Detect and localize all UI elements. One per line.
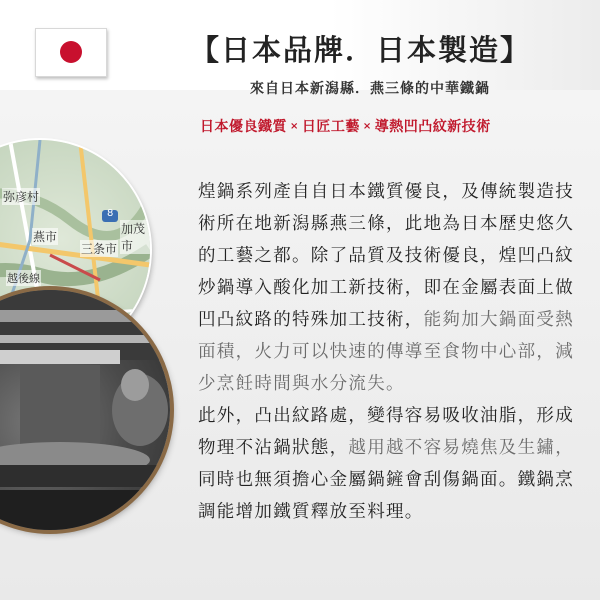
map-label-echigo-line: 越後線 xyxy=(7,272,40,285)
image-cluster xyxy=(0,140,190,450)
highlight-craftsmanship: 日匠工藝 xyxy=(301,119,360,135)
highlight-iron-quality: 日本優良鐵質 xyxy=(200,119,287,135)
highlight-separator: × xyxy=(362,121,372,132)
flag-sun xyxy=(60,41,82,63)
description-paragraph-2 xyxy=(198,400,574,528)
paragraph-2-end: 同時也無須擔心金屬鍋鏟會刮傷鍋面。鐵鍋烹調能增加鐵質釋放至料理。 xyxy=(198,470,574,522)
paragraph-1-highlight: 能夠加大鍋面受熱面積，火力可以快速的傳導至食物中心部，減少烹飪時間與水分流失。 xyxy=(198,310,575,394)
feature-highlights xyxy=(200,116,590,136)
map-label-yahiko: 弥彦村 xyxy=(3,190,40,204)
paragraph-2-highlight: 越用越不容易燒焦及生鏽， xyxy=(348,438,575,458)
description-text xyxy=(198,176,574,528)
highlight-separator: × xyxy=(290,121,299,132)
map-label-kamo: 加茂市 xyxy=(120,220,150,254)
map-label-route-8: 8 xyxy=(107,208,114,219)
paragraph-2-main: 此外，凸出紋路處，變得容易吸收油脂，形成物理不沾鍋狀態， xyxy=(198,406,574,458)
map-label-sanjo: 三条市 xyxy=(81,242,118,256)
map-label-tsubame: 燕市 xyxy=(33,230,58,244)
page-subtitle: 來自日本新潟縣．燕三條的中華鐵鍋 xyxy=(250,81,490,97)
factory-photo-graphic xyxy=(0,290,170,530)
highlight-heat-technology: 導熱凹凸紋新技術 xyxy=(374,119,491,135)
japan-flag-icon xyxy=(35,28,107,77)
page-title: 【日本品牌．日本製造】 xyxy=(190,33,532,67)
paragraph-1-main: 煌鍋系列產自自日本鐵質優良，及傳統製造技術所在地新潟縣燕三條，此地為日本歷史悠久的工藝之都。除了品質及技術優良，煌凹凸紋炒鍋導入酸化加工新技術，即在金屬表面上做凹凸紋路的特殊加工技術， xyxy=(198,182,574,330)
description-paragraph-1 xyxy=(198,176,574,400)
factory-photo xyxy=(0,290,170,530)
